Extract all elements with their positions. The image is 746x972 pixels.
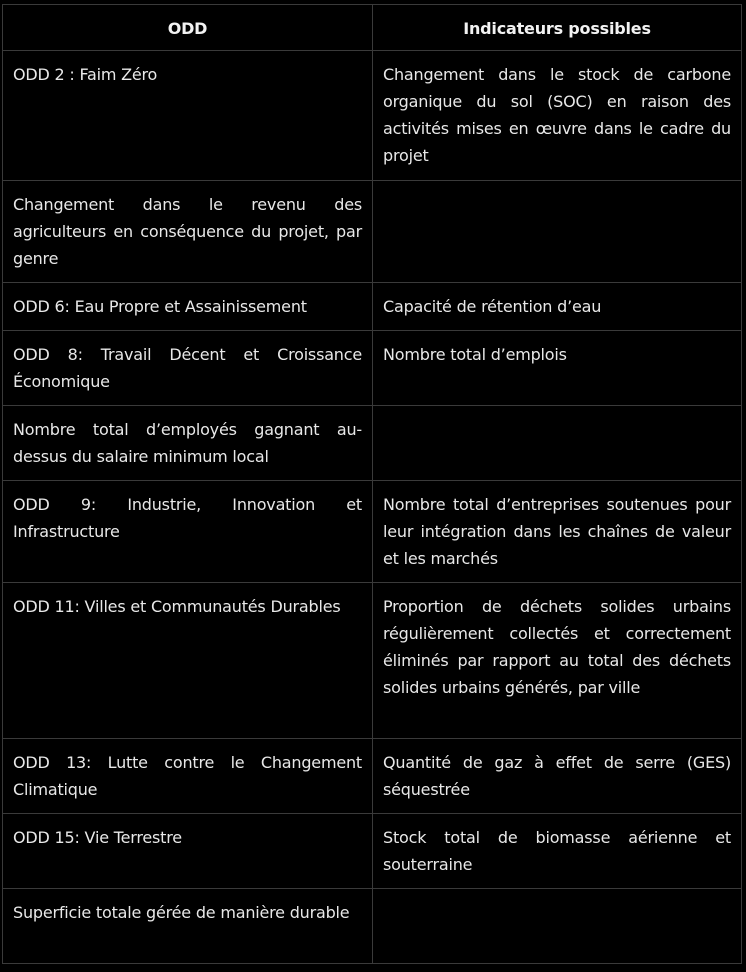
odd-cell: ODD 11: Villes et Communautés Durables: [3, 583, 373, 739]
table-row: [3, 181, 742, 283]
table-row: [3, 406, 742, 481]
table-row: [3, 889, 742, 964]
table-row: [3, 283, 742, 331]
table-row: [3, 739, 742, 814]
odd-cell: Changement dans le revenu des agriculteurs en conséquence du projet, par genre: [3, 181, 373, 283]
odd-indicators-table: [2, 4, 742, 964]
odd-cell: ODD 9: Industrie, Innovation et Infrastructure: [3, 481, 373, 583]
odd-cell: Nombre total d’employés gagnant au-dessus du salaire minimum local: [3, 406, 373, 481]
indicator-cell: Nombre total d’entreprises soutenues pour leur intégration dans les chaînes de valeur et les marchés: [373, 481, 742, 583]
odd-cell: ODD 2 : Faim Zéro: [3, 51, 373, 181]
indicator-cell: Stock total de biomasse aérienne et souterraine: [373, 814, 742, 889]
table-row: [3, 814, 742, 889]
table-header-row: [3, 5, 742, 51]
indicator-cell: [373, 406, 742, 481]
odd-cell: ODD 15: Vie Terrestre: [3, 814, 373, 889]
indicator-cell: Quantité de gaz à effet de serre (GES) séquestrée: [373, 739, 742, 814]
odd-cell: ODD 13: Lutte contre le Changement Climatique: [3, 739, 373, 814]
indicator-cell: [373, 889, 742, 964]
table-row: [3, 583, 742, 739]
indicator-cell: Nombre total d’emplois: [373, 331, 742, 406]
table-row: [3, 481, 742, 583]
indicator-cell: [373, 181, 742, 283]
indicator-cell: Proportion de déchets solides urbains régulièrement collectés et correctement éliminés par rapport au total des déchets solides urbains générés, par ville: [373, 583, 742, 739]
indicator-cell: Changement dans le stock de carbone organique du sol (SOC) en raison des activités mises en œuvre dans le cadre du projet: [373, 51, 742, 181]
header-odd: ODD: [3, 5, 373, 51]
table-row: [3, 331, 742, 406]
odd-cell: Superficie totale gérée de manière durable: [3, 889, 373, 964]
odd-cell: ODD 6: Eau Propre et Assainissement: [3, 283, 373, 331]
odd-cell: ODD 8: Travail Décent et Croissance Économique: [3, 331, 373, 406]
table-row: [3, 51, 742, 181]
indicator-cell: Capacité de rétention d’eau: [373, 283, 742, 331]
header-indicators: Indicateurs possibles: [373, 5, 742, 51]
